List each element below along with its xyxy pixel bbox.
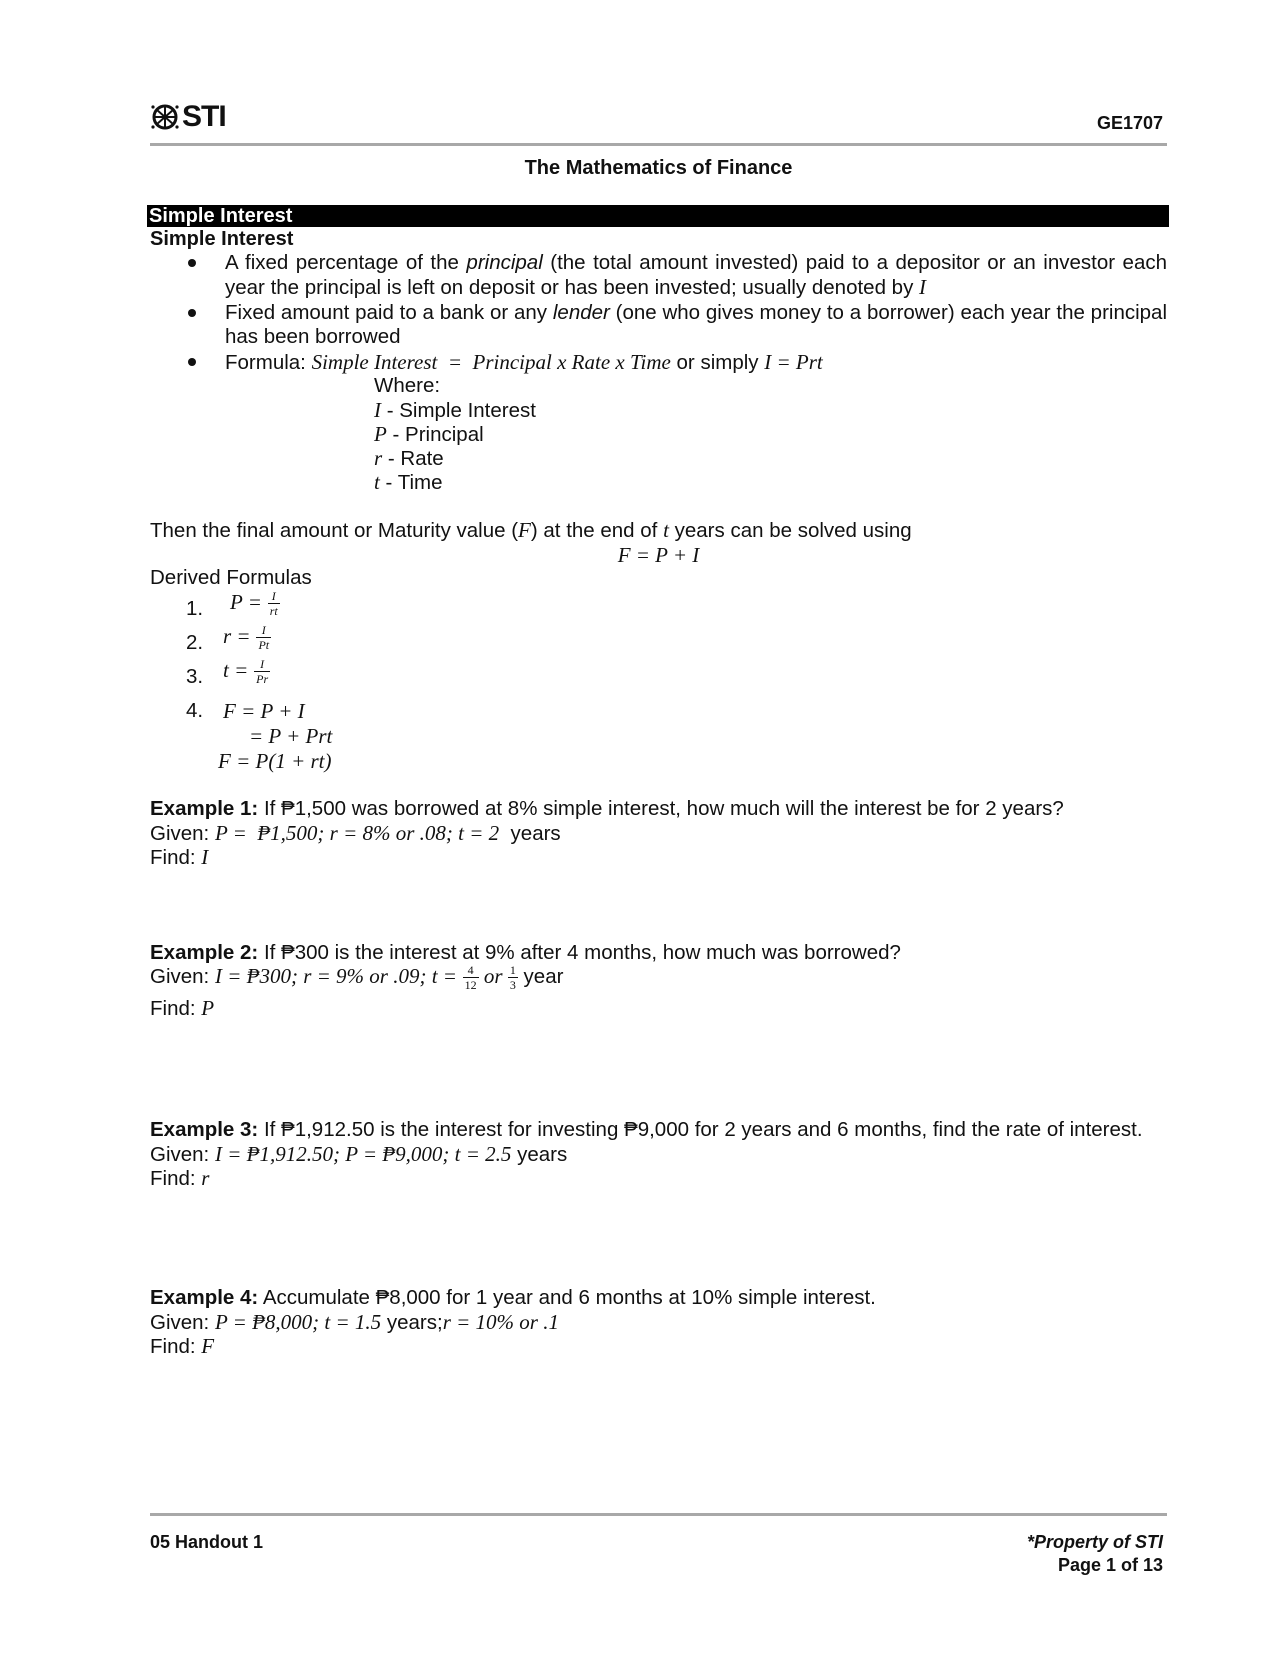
example-2-question: Example 2: If ₱300 is the interest at 9% after 4 months, how much was borrowed? (150, 941, 901, 964)
bullet-dot (188, 358, 196, 366)
derived-heading: Derived Formulas (150, 566, 312, 589)
example-2-given: Given: I = ₱300; r = 9% or .09; t = $\frac{4}{12}$ or $\frac{1}{3}$ year (150, 963, 564, 993)
example-3-given: Given: I = ₱1,912.50; P = ₱9,000; t = 2.5 years (150, 1142, 568, 1166)
example-1-question: Example 1: If ₱1,500 was borrowed at 8% simple interest, how much will the interest be for 2 years? (150, 797, 1064, 820)
where-item: I - Simple Interest (374, 398, 536, 422)
where-item: P - Principal (374, 422, 484, 446)
where-item: t - Time (374, 470, 443, 494)
example-3-question: Example 3: If ₱1,912.50 is the interest for investing ₱9,000 for 2 years and 6 months, find the rate of interest. (150, 1118, 1143, 1141)
example-2-find: Find: P (150, 996, 215, 1020)
derived-formula-f: F = P + I (223, 699, 305, 723)
sti-logo: STI (150, 100, 226, 134)
bullet-formula: Formula: Simple Interest = Principal x Rate x Time or simply I = Prt (225, 350, 823, 374)
where-item: r - Rate (374, 446, 444, 470)
derived-formula-t: t = $\frac{I}{Pr}$ (223, 657, 269, 686)
page-number: Page 1 of 13 (1057, 1555, 1163, 1575)
maturity-text: Then the final amount or Maturity value (F) at the end of t years can be solved using (150, 518, 912, 542)
list-number: 4. (186, 699, 204, 722)
bullet-principal: A fixed percentage of the principal (the total amount invested) paid to a depositor or an investor each year the principal is left on deposit or has been invested; usually denoted by I (225, 251, 1168, 299)
example-1-given: Given: P = ₱1,500; r = 8% or .08; t = 2 years (150, 821, 561, 845)
footer-rule (150, 1513, 1167, 1516)
example-4-given: Given: P = ₱8,000; t = 1.5 years;r = 10% or .1 (150, 1310, 559, 1334)
list-number: 1. (186, 597, 204, 620)
page-title: The Mathematics of Finance (524, 157, 793, 179)
globe-icon (150, 102, 180, 132)
list-number: 3. (186, 665, 204, 688)
example-4-find: Find: F (150, 1334, 215, 1358)
document-code: GE1707 (1096, 113, 1163, 133)
section-heading: Simple Interest (150, 228, 294, 250)
derived-formula-f-step: = P + Prt (249, 724, 333, 748)
where-label: Where: (374, 374, 441, 397)
derived-formula-f-final: F = P(1 + rt) (218, 749, 332, 773)
derived-formula-r: r = $\frac{I}{Pt}$ (223, 623, 270, 652)
list-number: 2. (186, 631, 204, 654)
header-rule (150, 143, 1167, 146)
derived-formula-p: P = $\frac{I}{rt}$ (230, 589, 278, 618)
example-4-question: Example 4: Accumulate ₱8,000 for 1 year and 6 months at 10% simple interest. (150, 1286, 876, 1309)
example-1-find: Find: I (150, 845, 209, 869)
bullet-dot (188, 309, 196, 317)
bullet-lender: Fixed amount paid to a bank or any lender (one who gives money to a borrower) each year the principal has been borrowed (225, 301, 1168, 348)
maturity-formula: F = P + I (617, 543, 700, 567)
bullet-dot (188, 259, 196, 267)
example-3-find: Find: r (150, 1166, 210, 1190)
handout-label: 05 Handout 1 (150, 1532, 264, 1552)
section-bar: Simple Interest (147, 205, 1169, 227)
property-notice: *Property of STI (1026, 1532, 1163, 1552)
